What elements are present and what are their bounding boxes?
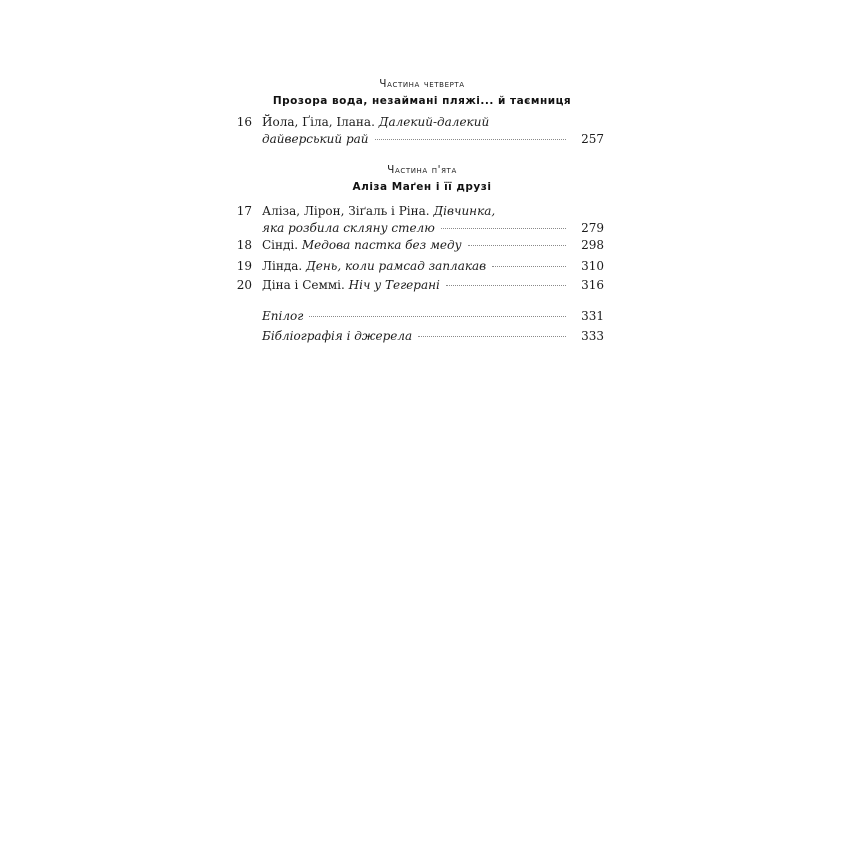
chapter-number: 19	[236, 259, 252, 273]
chapter-names: Лінда.	[262, 259, 303, 273]
chapter-subtitle: День, коли рамсад заплакав	[306, 259, 487, 273]
page-number: 316	[581, 278, 604, 292]
bibliography-title: Бібліографія і джерела	[262, 329, 413, 343]
toc-entry-bibliography[interactable]	[234, 328, 604, 346]
chapter-subtitle-line1: Дівчинка,	[433, 204, 496, 218]
chapter-names: Аліза, Лірон, Зіґаль і Ріна.	[262, 204, 430, 218]
chapter-number: 20	[236, 278, 252, 292]
chapter-subtitle-line1: Далекий-далекий	[378, 115, 490, 129]
page-number: 333	[581, 329, 604, 343]
page-number: 331	[581, 309, 604, 323]
chapter-number: 18	[236, 238, 252, 252]
chapter-names: Сінді.	[262, 238, 299, 252]
dot-leader	[492, 265, 566, 267]
chapter-subtitle: Ніч у Тегерані	[348, 278, 440, 292]
toc-entry-20[interactable]	[234, 277, 604, 295]
chapter-subtitle-line2: яка розбила скляну стелю	[262, 221, 435, 235]
epilogue-title: Епілог	[262, 309, 304, 323]
dot-leader	[446, 284, 566, 286]
toc-entry-19[interactable]	[234, 258, 604, 276]
page-number: 279	[581, 221, 604, 235]
dot-leader	[309, 315, 566, 317]
toc-entry-epilogue[interactable]	[234, 308, 604, 326]
part-four-title: Прозора вода, незаймані пляжі... й таємниця	[272, 95, 572, 107]
chapter-number: 16	[236, 115, 252, 129]
toc-entry-16[interactable]	[234, 114, 604, 150]
page-number: 310	[581, 259, 604, 273]
dot-leader	[468, 244, 566, 246]
chapter-subtitle-line2: дайверський рай	[262, 132, 369, 146]
part-five-title: Аліза Маґен і її друзі	[352, 181, 492, 193]
part-five-label: Частина п'ята	[387, 164, 457, 176]
chapter-number: 17	[236, 204, 252, 218]
chapter-names: Йола, Ґіла, Ілана.	[262, 115, 375, 129]
chapter-names: Діна і Семмі.	[262, 278, 345, 292]
dot-leader	[418, 335, 566, 337]
toc-entry-18[interactable]	[234, 237, 604, 255]
part-four-label: Частина четверта	[379, 78, 465, 90]
toc-entry-17[interactable]	[234, 203, 604, 239]
dot-leader	[441, 227, 566, 229]
page-number: 298	[581, 238, 604, 252]
chapter-subtitle: Медова пастка без меду	[301, 238, 462, 252]
page-number: 257	[581, 132, 604, 146]
dot-leader	[375, 138, 566, 140]
